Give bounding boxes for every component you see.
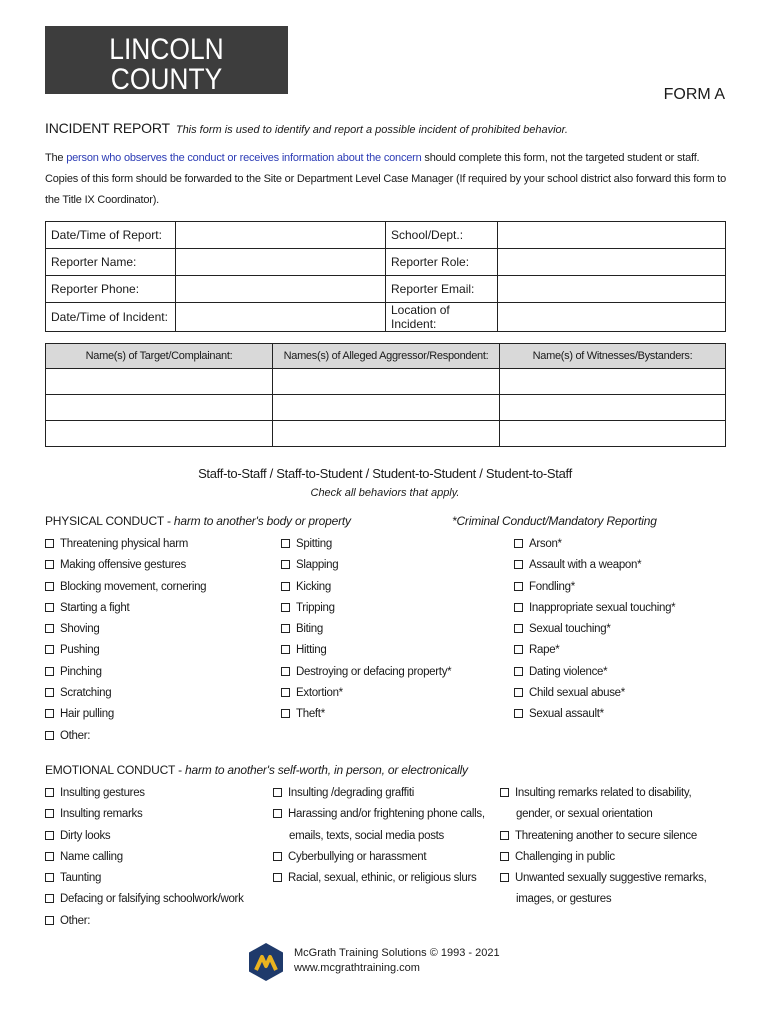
info-input[interactable] (176, 303, 386, 332)
name-cell[interactable] (500, 395, 726, 421)
info-input[interactable] (176, 276, 386, 303)
checkbox-item[interactable]: Hair pulling (45, 704, 206, 725)
intro-post: should complete this form, not the targeted student or staff. Copies of this form should be forwarded to the Site or Department Level Case Manager (If required by your school district also forward this form to the Title IX Coordinator). (45, 152, 727, 206)
checkbox-icon[interactable] (45, 831, 54, 840)
emotional-col3 (500, 783, 707, 911)
physical-col1 (45, 534, 206, 747)
physical-title-text: PHYSICAL CONDUCT - (45, 514, 174, 528)
checkbox-item[interactable]: Starting a fight (45, 598, 206, 619)
info-label: Reporter Email: (386, 276, 498, 303)
table-row (46, 276, 726, 303)
checkbox-item[interactable]: Rape* (514, 640, 675, 661)
checkbox-icon[interactable] (45, 667, 54, 676)
info-input[interactable] (498, 249, 726, 276)
checkbox-icon[interactable] (273, 852, 282, 861)
form-label: FORM A (663, 86, 725, 103)
page-title (45, 120, 568, 136)
column-header: Names(s) of Alleged Aggressor/Respondent: (273, 344, 500, 369)
info-label: Reporter Role: (386, 249, 498, 276)
checkbox-icon[interactable] (514, 709, 523, 718)
checkbox-item[interactable]: Making offensive gestures (45, 555, 206, 576)
checkbox-icon[interactable] (45, 809, 54, 818)
check-all-instruction: Check all behaviors that apply. (310, 487, 460, 499)
mcgrath-logo-icon (246, 942, 286, 982)
checkbox-icon[interactable] (281, 539, 290, 548)
checkbox-icon[interactable] (45, 873, 54, 882)
info-label: Date/Time of Report: (46, 222, 176, 249)
table-row (46, 303, 726, 332)
name-cell[interactable] (273, 369, 500, 395)
checkbox-icon[interactable] (281, 688, 290, 697)
checkbox-item-continued: emails, texts, social media posts (289, 829, 444, 842)
checkbox-icon[interactable] (514, 560, 523, 569)
checkbox-icon[interactable] (45, 916, 54, 925)
logo-line1: LINCOLN COUNTY (109, 33, 224, 96)
checkbox-item[interactable]: Assault with a weapon* (514, 555, 675, 576)
name-cell[interactable] (46, 395, 273, 421)
checkbox-icon[interactable] (45, 582, 54, 591)
checkbox-item[interactable]: Insulting gestures (45, 783, 244, 804)
checkbox-icon[interactable] (45, 603, 54, 612)
checkbox-icon[interactable] (45, 731, 54, 740)
checkbox-icon[interactable] (514, 582, 523, 591)
checkbox-icon[interactable] (500, 788, 509, 797)
checkbox-item[interactable]: Racial, sexual, ethinic, or religious slurs (273, 868, 485, 889)
checkbox-icon[interactable] (514, 624, 523, 633)
checkbox-item[interactable]: Child sexual abuse* (514, 683, 675, 704)
info-label: Reporter Name: (46, 249, 176, 276)
name-cell[interactable] (273, 395, 500, 421)
checkbox-icon[interactable] (500, 852, 509, 861)
names-table (45, 343, 726, 447)
checkbox-icon[interactable] (514, 603, 523, 612)
checkbox-item[interactable]: Hitting (281, 640, 451, 661)
info-label: Date/Time of Incident: (46, 303, 176, 332)
table-header-row (46, 344, 726, 369)
physical-col2 (281, 534, 451, 726)
checkbox-item[interactable]: Unwanted sexually suggestive remarks, (500, 868, 707, 889)
checkbox-item-continued: gender, or sexual orientation (516, 808, 653, 821)
checkbox-icon[interactable] (281, 603, 290, 612)
table-row (46, 369, 726, 395)
checkbox-item[interactable]: Threatening another to secure silence (500, 826, 707, 847)
checkbox-item-continued: images, or gestures (516, 893, 612, 906)
name-cell[interactable] (500, 421, 726, 447)
title-description: This form is used to identify and report a possible incident of prohibited behavior. (175, 124, 568, 136)
checkbox-item[interactable]: Threatening physical harm (45, 534, 206, 555)
info-input[interactable] (498, 276, 726, 303)
checkbox-item[interactable]: Taunting (45, 868, 244, 889)
checkbox-item[interactable]: Tripping (281, 598, 451, 619)
criminal-title-text: *Criminal Conduct/Mandatory Reporting (452, 514, 657, 528)
district-logo (45, 26, 288, 113)
checkbox-icon[interactable] (514, 645, 523, 654)
checkbox-icon[interactable] (281, 560, 290, 569)
checkbox-icon[interactable] (45, 645, 54, 654)
checkbox-icon[interactable] (281, 645, 290, 654)
checkbox-icon[interactable] (514, 539, 523, 548)
checkbox-item[interactable]: Other: (45, 726, 206, 747)
checkbox-item[interactable]: Biting (281, 619, 451, 640)
checkbox-item[interactable]: Sexual assault* (514, 704, 675, 725)
physical-conduct-title (45, 514, 351, 528)
physical-col3 (514, 534, 675, 726)
checkbox-icon[interactable] (45, 624, 54, 633)
footer-text (294, 946, 554, 976)
checkbox-icon[interactable] (273, 788, 282, 797)
title-text: INCIDENT REPORT (45, 120, 170, 136)
emotional-conduct-title (45, 763, 468, 777)
checkbox-icon[interactable] (500, 873, 509, 882)
checkbox-icon[interactable] (45, 709, 54, 718)
checkbox-item[interactable]: Scratching (45, 683, 206, 704)
checkbox-icon[interactable] (500, 831, 509, 840)
checkbox-icon[interactable] (45, 894, 54, 903)
logo-line2: SCHOOL DISTRICT #2 (49, 99, 284, 113)
table-row (46, 249, 726, 276)
emotional-subtitle: harm to another's self-worth, in person, or electronically (185, 763, 468, 777)
checkbox-item[interactable]: Arson* (514, 534, 675, 555)
reporter-info-table (45, 221, 726, 332)
checkbox-item[interactable]: Harassing and/or frightening phone calls, (273, 804, 485, 825)
checkbox-item[interactable]: Blocking movement, cornering (45, 577, 206, 598)
info-label: School/Dept.: (386, 222, 498, 249)
checkbox-item[interactable]: Name calling (45, 847, 244, 868)
checkbox-icon[interactable] (281, 624, 290, 633)
checkbox-item[interactable]: Fondling* (514, 577, 675, 598)
checkbox-item[interactable]: Cyberbullying or harassment (273, 847, 485, 868)
checkbox-item[interactable]: Pinching (45, 662, 206, 683)
checkbox-item[interactable]: Dirty looks (45, 826, 244, 847)
checkbox-icon[interactable] (273, 809, 282, 818)
name-cell[interactable] (46, 421, 273, 447)
checkbox-icon[interactable] (45, 852, 54, 861)
checkbox-item[interactable]: Insulting /degrading graffiti (273, 783, 485, 804)
intro-paragraph (45, 148, 735, 211)
checkbox-icon[interactable] (45, 688, 54, 697)
column-header: Name(s) of Witnesses/Bystanders: (500, 344, 726, 369)
checkbox-item[interactable]: Shoving (45, 619, 206, 640)
name-cell[interactable] (500, 369, 726, 395)
criminal-conduct-title (452, 514, 657, 528)
name-cell[interactable] (46, 369, 273, 395)
footer-url[interactable]: www.mcgrathtraining.com (294, 962, 420, 974)
emotional-title-text: EMOTIONAL CONDUCT - (45, 763, 186, 777)
name-cell[interactable] (273, 421, 500, 447)
column-header: Name(s) of Target/Complainant: (46, 344, 273, 369)
intro-highlight: person who observes the conduct or receives information about the concern (66, 152, 422, 164)
checkbox-icon[interactable] (514, 667, 523, 676)
checkbox-icon[interactable] (281, 709, 290, 718)
intro-pre: The (45, 152, 67, 164)
checkbox-item[interactable]: Slapping (281, 555, 451, 576)
info-input[interactable] (498, 222, 726, 249)
checkbox-icon[interactable] (45, 788, 54, 797)
physical-subtitle: harm to another's body or property (173, 514, 351, 528)
checkbox-item[interactable]: Other: (45, 911, 244, 932)
checkbox-icon[interactable] (281, 582, 290, 591)
checkbox-icon[interactable] (45, 539, 54, 548)
checkbox-item[interactable]: Insulting remarks related to disability, (500, 783, 707, 804)
checkbox-item[interactable]: Kicking (281, 577, 451, 598)
checkbox-item[interactable]: Challenging in public (500, 847, 707, 868)
checkbox-item[interactable]: Extortion* (281, 683, 451, 704)
info-input[interactable] (176, 222, 386, 249)
checkbox-icon[interactable] (45, 560, 54, 569)
checkbox-item[interactable]: Spitting (281, 534, 451, 555)
info-input[interactable] (176, 249, 386, 276)
checkbox-item[interactable]: Theft* (281, 704, 451, 725)
checkbox-item[interactable]: Pushing (45, 640, 206, 661)
info-label: Reporter Phone: (46, 276, 176, 303)
info-input[interactable] (498, 303, 726, 332)
info-label: Location of Incident: (386, 303, 498, 332)
table-row (46, 395, 726, 421)
checkbox-icon[interactable] (514, 688, 523, 697)
relation-types: Staff-to-Staff / Staff-to-Student / Student-to-Student / Student-to-Staff (198, 466, 572, 481)
table-row (46, 222, 726, 249)
checkbox-item[interactable]: Dating violence* (514, 662, 675, 683)
footer-copyright: McGrath Training Solutions © 1993 - 2021 (294, 947, 500, 959)
emotional-col2 (273, 783, 485, 889)
emotional-col1 (45, 783, 244, 932)
checkbox-icon[interactable] (281, 667, 290, 676)
checkbox-icon[interactable] (273, 873, 282, 882)
checkbox-item[interactable]: Defacing or falsifying schoolwork/work (45, 889, 244, 910)
checkbox-item[interactable]: Inappropriate sexual touching* (514, 598, 675, 619)
checkbox-item[interactable]: Insulting remarks (45, 804, 244, 825)
table-row (46, 421, 726, 447)
checkbox-item[interactable]: Sexual touching* (514, 619, 675, 640)
checkbox-item[interactable]: Destroying or defacing property* (281, 662, 451, 683)
